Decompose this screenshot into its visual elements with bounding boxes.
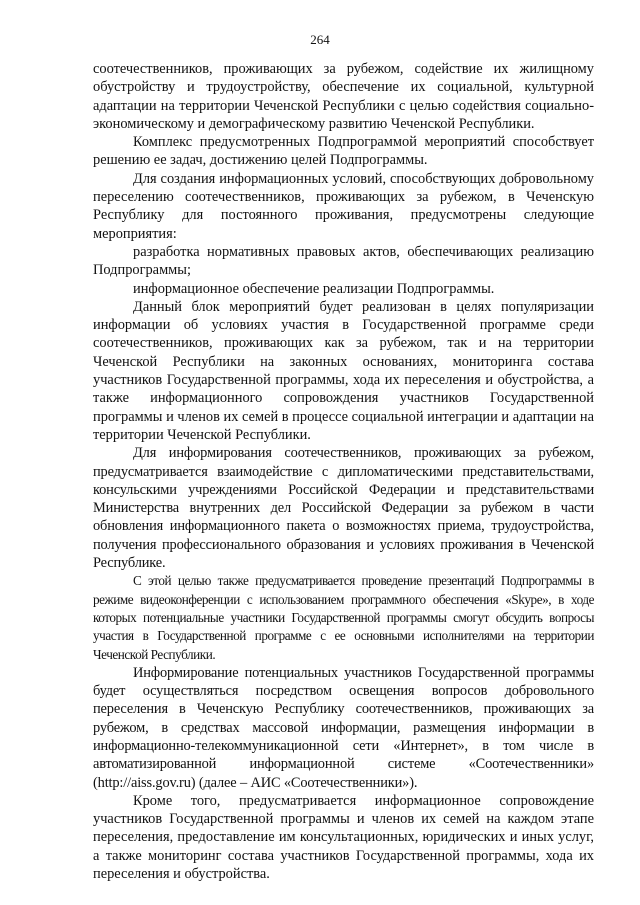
page-number: 264 [310, 32, 330, 47]
paragraph-mass-media: Информирование потенциальных участников Государственной программы будет осуществляться посредством освещения вопросов добровольного переселения в Чеченскую Республику соотечественников, проживающих за рубежом, в средствах массовой информации, размещения информации в информационно-телекоммуникационной сети «Интернет», в том числе в автоматизированной информационной системе «Соотечественники» (http://aiss.gov.ru) (далее – АИС «Соотечественники»). [93, 664, 594, 791]
paragraph-continuation: соотечественников, проживающих за рубежом, содействие их жилищному обустройству и трудоустройству, обеспечение их социальной, культурной адаптации на территории Чеченской Республики с целью содействия социально-экономическому и демографическому развитию Чеченской Республики. [93, 61, 594, 132]
document-body [93, 60, 594, 883]
paragraph-informing-compatriots: Для информирования соотечественников, проживающих за рубежом, предусматривается взаимодействие с дипломатическими представительствами, консульскими учреждениями Российской Федерации и представительствами Министерства внутренних дел Российской Федерации за рубежом в части обновления информационного пакета о возможностях приема, трудоустройства, получения профессионального образования и условиях проживания в Чеченской Республике. [93, 445, 594, 572]
paragraph-information-support: Кроме того, предусматривается информационное сопровождение участников Государственной программы и членов их семей на каждом этапе переселения, предоставление им консультационных, юридических и иных услуг, а также мониторинг состава участников Государственной программы, хода их переселения и обустройства. [93, 792, 594, 883]
paragraph-complex-of-measures: Комплекс предусмотренных Подпрограммой мероприятий способствует решению ее задач, достижению целей Подпрограммы. [93, 134, 594, 169]
paragraph-measures-block: Данный блок мероприятий будет реализован в целях популяризации информации об условиях участия в Государственной программе среди соотечественников, проживающих как за рубежом, так и на территории Чеченской Республики на законных основаниях, мониторинга состава участников Государственной программы, хода их переселения и обустройства, а также информационного сопровождения участников Государственной программы и членов их семей в процессе социальной интеграции и адаптации на территории Чеченской Республики. [93, 298, 594, 443]
paragraph-skype-presentations: С этой целью также предусматривается проведение презентаций Подпрограммы в режиме видеоконференции с использованием программного обеспечения «Skype», в ходе которых потенциальные участники Государственной программы смогут обсудить вопросы участия в Государственной программе с ее основными исполнителями на территории Чеченской Республики. [93, 573, 594, 662]
paragraph-information-conditions: Для создания информационных условий, способствующих добровольному переселению соотечественников, проживающих за рубежом, в Чеченскую Республику для постоянного проживания, предусмотрены следующие мероприятия: [93, 170, 594, 242]
list-item-information-support: информационное обеспечение реализации Подпрограммы. [133, 280, 495, 297]
list-item-normative-acts: разработка нормативных правовых актов, обеспечивающих реализацию Подпрограммы; [93, 243, 594, 279]
